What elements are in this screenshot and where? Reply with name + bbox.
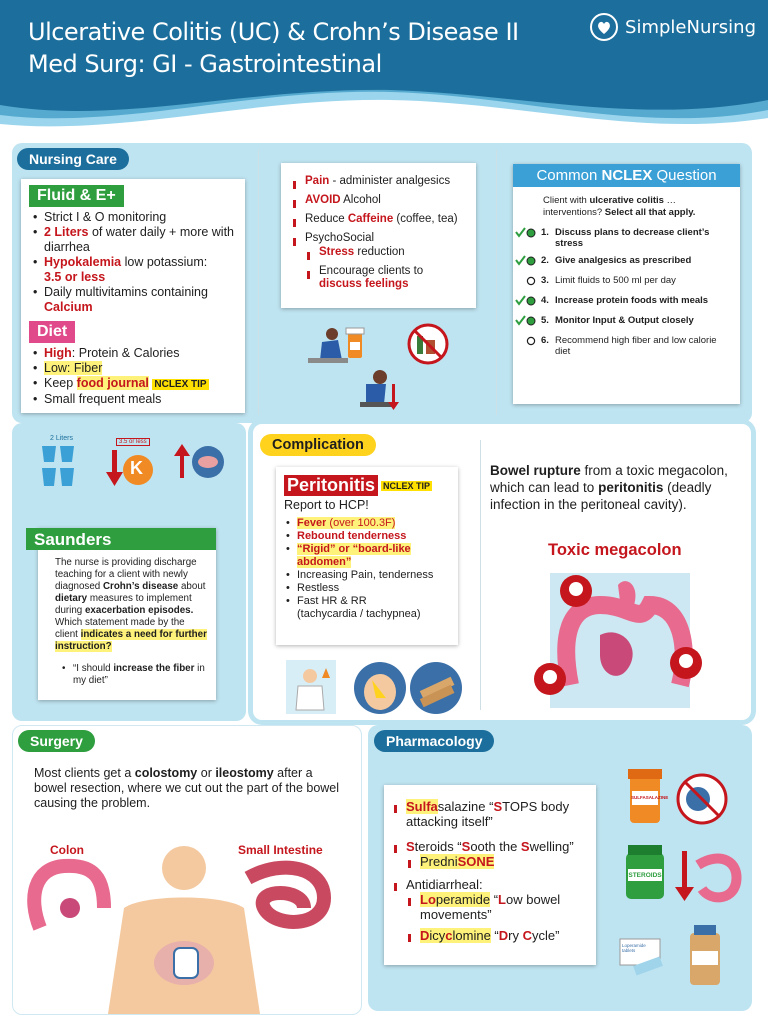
small-intestine-label: Small Intestine [238,843,323,857]
no-alcohol-icon [409,325,447,363]
toxic-megacolon-title: Toxic megacolon [548,541,682,559]
loperamide-label: Loperamide tablets [622,943,646,953]
skull-icon [670,647,702,679]
fluid-item: • Hypokalemia low potassium: 3.5 or less [31,255,235,285]
nursing-care-label: Nursing Care [17,148,129,170]
saunders-question: The nurse is providing discharge teaching for a client with newly diagnosed Crohn’s disease about dietary measures to implement during exacerbation episodes. Which statement made by the client indicates a need for further instruction? [55,557,207,652]
pain-item: Pain - administer analgesics [291,175,466,188]
dicyclomine-vial-icon [690,925,720,985]
avoid-item: AVOID Alcohol [291,194,466,207]
fluid-item: • Daily multivitamins containing Calcium [31,285,235,315]
sulfasalazine-item: Sulfasalazine “STOPS body attacking itself” [392,799,588,829]
skull-icon [534,663,566,695]
surgery-illustration [24,838,354,1014]
diet-item: • Low: Fiber [31,361,235,376]
diet-list [31,346,235,407]
small-intestine-icon [248,868,324,922]
check-correct-icon [513,227,541,249]
potassium-letter: K [130,458,143,478]
nclex-option: 4. Increase protein foods with meals [513,295,730,309]
diet-item: • Small frequent meals [31,392,235,407]
drug-list [392,799,588,943]
nclex-question-card [513,164,740,404]
nclex-question-title: Common NCLEX Question [513,164,740,187]
page-title: Ulcerative Colitis (UC) & Crohn’s Disease II [28,18,519,46]
bowel-rupture-text: Bowel rupture from a toxic megacolon, which can lead to peritonitis (deadly infection in the peritoneal cavity). [490,463,728,512]
brand-logo [589,12,756,42]
colon-icon [34,866,104,928]
no-attack-icon [678,775,726,823]
fluid-list [31,210,235,315]
stressed-person-icon [360,370,399,410]
nclex-tip-badge: NCLEX TIP [154,379,207,390]
doctor-report-icon [286,660,336,714]
psychosocial-item: PsychoSocial Stress reduction Encourage clients to discuss feelings [291,232,466,291]
pain-illustrations [300,322,480,414]
heart-logo-icon [589,12,619,42]
nclex-option: 2. Give analgesics as prescribed [513,255,730,269]
page-subtitle: Med Surg: GI - Gastrointestinal [28,50,382,78]
divider [496,150,497,415]
check-correct-icon [513,315,541,329]
high-protein-food-icon [174,444,224,478]
steroids-label: STEROIDS [628,872,662,879]
skull-icon [560,575,592,607]
complication-icons [286,660,466,716]
fluid-diet-card [21,179,245,413]
peritonitis-list: • Fever (over 100.3F) • Rebound tenderness • “Rigid” or “board-like abdomen” • Increasing Pain, tenderness • Restless • Fast HR & RR (tachycardia / tachypnea) [284,517,450,621]
pharmacology-label: Pharmacology [374,730,494,752]
brand-name: SimpleNursing [625,16,756,38]
saunders-title: Saunders [26,528,216,550]
colon-label: Colon [50,843,84,857]
nclex-option: 5. Monitor Input & Output closely [513,315,730,329]
water-glasses-icon [42,446,74,486]
antidiarrheal-item: Antidiarrheal: Loperamide “Low bowel movements” Dicyclomine “Dry Cycle” [392,877,588,943]
divider [258,150,259,415]
check-correct-icon [513,295,541,309]
nclex-tip-badge: NCLEX TIP [383,480,431,491]
divider [480,440,481,710]
sulfasalazine-label: SULFASALAZINE [631,795,669,800]
person-stomach-pain-icon [308,328,348,363]
liters-label: 2 Liters [50,435,73,442]
peritonitis-title: Peritonitis [284,475,378,496]
diet-item: • Keep food journal NCLEX TIP [31,376,235,392]
board-icon [410,662,462,714]
abdomen-tenderness-icon [354,662,406,714]
k-label: 3.5 or less [116,438,150,446]
header-banner [0,0,768,135]
circle-empty-icon [513,335,541,357]
pain-list [291,175,466,291]
body-outline-icon [108,846,260,1014]
fluid-item: • 2 Liters of water daily + more with diarrhea [31,225,235,255]
steroids-item: Steroids “Sooth the Swelling” PredniSONE [392,839,588,869]
complication-label: Complication [260,434,376,456]
pill-bottle-icon [346,328,364,358]
fluid-title: Fluid & E+ [29,185,124,207]
surgery-text: Most clients get a colostomy or ileostomy after a bowel resection, where we cut out the part of the bowel causing the problem. [34,766,340,810]
nclex-option: 1. Discuss plans to decrease client’s stress [513,227,730,249]
peritonitis-card [276,467,458,645]
surgery-label: Surgery [18,730,95,752]
nclex-stem: Client with ulcerative colitis … interventions? Select all that apply. [543,195,696,218]
diet-title: Diet [29,321,75,343]
caffeine-item: Reduce Caffeine (coffee, tea) [291,213,466,226]
check-correct-icon [513,255,541,269]
nclex-option: 6. Recommend high fiber and low calorie diet [513,335,730,357]
saunders-answer: • “I should increase the fiber in my diet” [60,663,210,687]
nclex-option: 3. Limit fluids to 500 ml per day [513,275,730,289]
pharmacology-card [384,785,596,965]
swelling-down-icon [675,851,737,901]
diet-item: • High: Protein & Calories [31,346,235,361]
fluid-item: • Strict I & O monitoring [31,210,235,225]
pain-card [281,163,476,308]
circle-empty-icon [513,275,541,289]
nclex-options [513,219,740,357]
report-hcp: Report to HCP! [284,498,369,512]
toxic-megacolon-illustration [530,565,710,715]
